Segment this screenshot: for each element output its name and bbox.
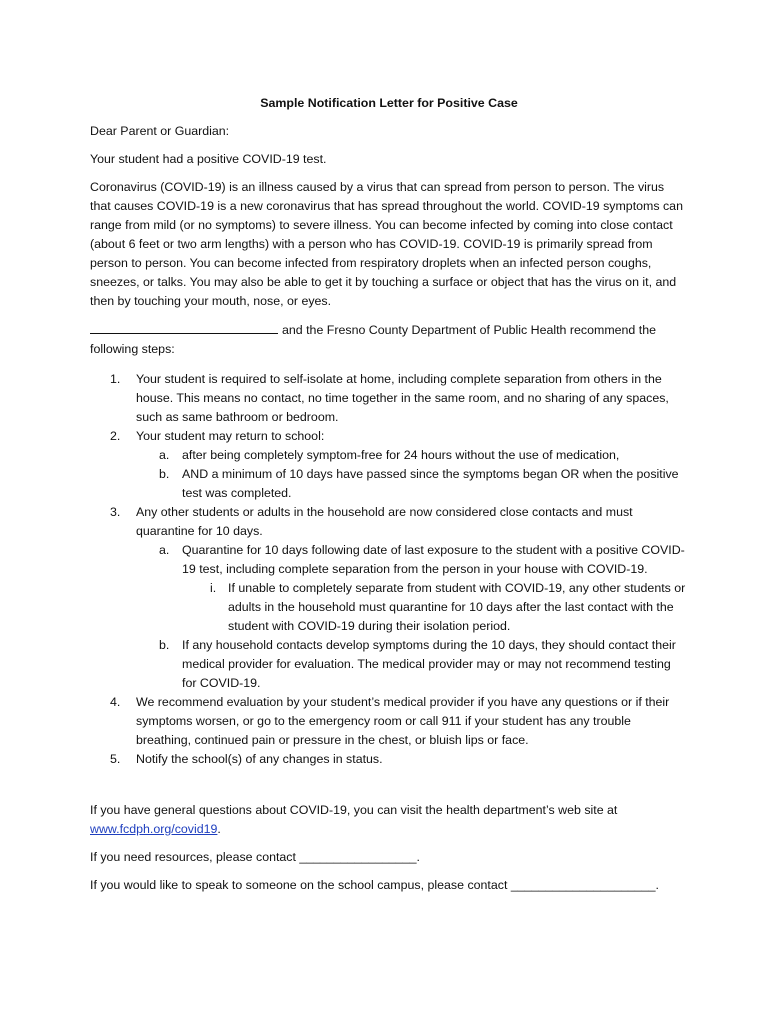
list-item <box>90 427 688 503</box>
list-item-text: Any other students or adults in the household are now considered close contacts and must quarantine for 10 days. <box>136 505 633 538</box>
list-item-text: after being completely symptom-free for 24 hours without the use of medication, <box>182 448 620 462</box>
steps-intro-text: and the Fresno County Department of Public Health recommend the following steps: <box>90 323 656 356</box>
letter-page <box>90 94 688 904</box>
list-number: 3. <box>110 505 121 519</box>
spacer <box>90 769 688 801</box>
intro-sentence: Your student had a positive COVID-19 test. <box>90 152 327 166</box>
sub-list <box>136 446 688 503</box>
list-letter: b. <box>159 467 170 481</box>
list-item <box>90 503 688 693</box>
list-item <box>182 579 688 636</box>
list-item <box>136 465 688 503</box>
resources-paragraph: If you need resources, please contact _________________. <box>90 850 420 864</box>
list-item-text: Your student may return to school: <box>136 429 325 443</box>
steps-list <box>90 370 688 769</box>
salutation: Dear Parent or Guardian: <box>90 124 230 138</box>
list-number: 2. <box>110 429 121 443</box>
list-item-text: Your student is required to self-isolate at home, including complete separation from others in the house. This means no contact, no time together in the same room, and no sharing of any spaces, such as same bathroom or bedroom. <box>136 372 669 424</box>
list-item <box>90 693 688 750</box>
website-link[interactable]: www.fcdph.org/covid19 <box>90 822 218 836</box>
list-item <box>90 750 688 769</box>
list-item <box>136 446 688 465</box>
list-roman: i. <box>210 581 217 595</box>
campus-contact-paragraph: If you would like to speak to someone on the school campus, please contact _____________________. <box>90 878 659 892</box>
list-item <box>90 370 688 427</box>
list-item-text: Notify the school(s) of any changes in status. <box>136 752 383 766</box>
sub-list <box>136 541 688 693</box>
letter-title: Sample Notification Letter for Positive Case <box>260 96 518 110</box>
list-item-text: If any household contacts develop symptoms during the 10 days, they should contact their medical provider for evaluation. The medical provider may or may not recommend testing for COVID-19. <box>182 638 676 690</box>
list-item-text: If unable to completely separate from student with COVID-19, any other students or adults in the household must quarantine for 10 days after the last contact with the student with COVID-19 during their isolation period. <box>228 581 686 633</box>
list-number: 1. <box>110 372 121 386</box>
sub-sub-list <box>182 579 688 636</box>
list-number: 5. <box>110 752 121 766</box>
list-letter: b. <box>159 638 170 652</box>
list-letter: a. <box>159 448 170 462</box>
list-item <box>136 541 688 636</box>
covid-info-paragraph: Coronavirus (COVID-19) is an illness caused by a virus that can spread from person to person. The virus that causes COVID-19 is a new coronavirus that has spread throughout the world. COVID-19 symptoms can range from mild (or no symptoms) to severe illness. You can become infected by coming into close contact (about 6 feet or two arm lengths) with a person who has COVID-19. COVID-19 is primarily spread from person to person. You can become infected from respiratory droplets when an infected person coughs, sneezes, or talks. You may also be able to get it by touching a surface or object that has the virus on it, and then by touching your mouth, nose, or eyes. <box>90 180 683 308</box>
list-number: 4. <box>110 695 121 709</box>
school-name-blank[interactable] <box>90 320 278 334</box>
list-item-text: We recommend evaluation by your student’s medical provider if you have any questions or if their symptoms worsen, or go to the emergency room or call 911 if your student has any trouble breathing, continued pain or pressure in the chest, or bluish lips or face. <box>136 695 670 747</box>
list-item-text: Quarantine for 10 days following date of last exposure to the student with a positive COVID-19 test, including complete separation from the person in your house with COVID-19. <box>182 543 685 576</box>
list-letter: a. <box>159 543 170 557</box>
list-item <box>136 636 688 693</box>
questions-end: . <box>217 822 221 836</box>
list-item-text: AND a minimum of 10 days have passed since the symptoms began OR when the positive test was completed. <box>182 467 679 500</box>
steps-intro <box>90 320 688 359</box>
questions-text: If you have general questions about COVID-19, you can visit the health department’s web site at <box>90 803 618 817</box>
questions-paragraph <box>90 801 688 839</box>
